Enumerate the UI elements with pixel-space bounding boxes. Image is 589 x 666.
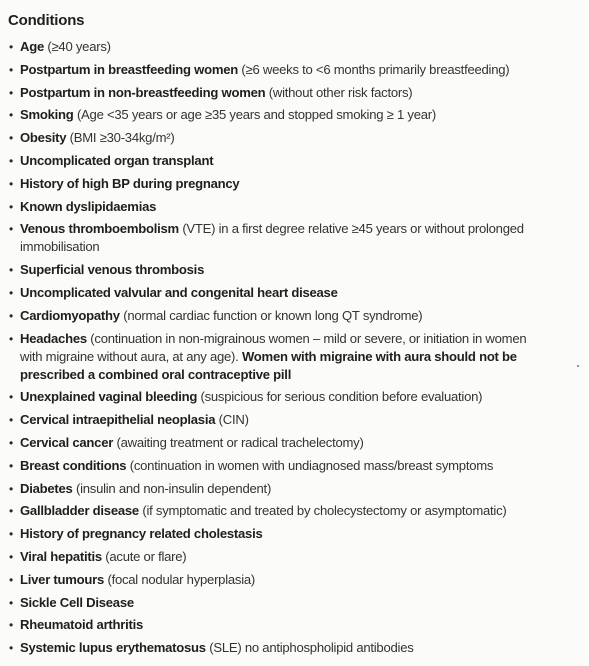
list-item: [0, 261, 589, 279]
bullet-icon: •: [9, 527, 13, 542]
condition-detail: (without other risk factors): [268, 84, 413, 100]
scan-speck: [577, 365, 579, 367]
condition-term: Liver tumours: [20, 571, 105, 587]
conditions-list: [0, 38, 589, 662]
condition-detail: (≥40 years): [47, 39, 111, 54]
bullet-icon: •: [9, 641, 13, 656]
list-item: [0, 525, 589, 543]
condition-detail: (normal cardiac function or known long QT syndrome): [123, 307, 423, 323]
list-item: [0, 106, 589, 124]
bullet-icon: •: [9, 108, 13, 123]
condition-term: Smoking: [20, 107, 74, 123]
bullet-icon: •: [9, 222, 13, 237]
condition-detail: (continuation in women with undiagnosed mass/breast symptoms: [129, 457, 494, 473]
list-item: [0, 220, 589, 256]
bullet-icon: •: [9, 285, 13, 300]
bullet-icon: •: [9, 153, 13, 168]
list-item: [0, 61, 589, 79]
condition-detail: (focal nodular hyperplasia): [107, 571, 256, 587]
bullet-icon: •: [9, 131, 13, 146]
condition-detail: (if symptomatic and treated by cholecystectomy or asymptomatic): [142, 503, 507, 519]
list-item: [0, 152, 589, 170]
list-item: [0, 502, 589, 520]
list-item: [0, 307, 589, 325]
list-item: [0, 330, 589, 384]
condition-detail: (continuation in non-migrainous women – mild or severe, or initiation in women with migraine without aura, at any age).: [20, 330, 527, 364]
list-item: [0, 639, 589, 657]
condition-term: Postpartum in non-breastfeeding women: [20, 84, 266, 100]
condition-term: History of high BP during pregnancy: [20, 175, 240, 191]
bullet-icon: •: [9, 481, 13, 496]
condition-term: Cervical intraepithelial neoplasia: [20, 412, 216, 428]
list-item: [0, 594, 589, 612]
condition-term: Uncomplicated organ transplant: [20, 152, 214, 168]
condition-term: Superficial venous thrombosis: [20, 262, 205, 278]
condition-term: Diabetes: [20, 480, 73, 496]
condition-detail: (VTE) in a first degree relative ≥45 years or without prolonged immobilisation: [20, 221, 524, 255]
list-item: [0, 434, 589, 452]
condition-detail: (Age <35 years or age ≥35 years and stopped smoking ≥ 1 year): [76, 107, 436, 123]
list-item: [0, 616, 589, 634]
list-item: [0, 38, 589, 56]
condition-term: Sickle Cell Disease: [20, 594, 134, 610]
condition-term: Viral hepatitis: [20, 548, 102, 564]
bullet-icon: •: [9, 572, 13, 587]
condition-detail: (suspicious for serious condition before evaluation): [200, 389, 483, 405]
bullet-icon: •: [9, 62, 13, 77]
list-item: [0, 571, 589, 589]
list-item: [0, 198, 589, 216]
condition-term: Cardiomyopathy: [20, 307, 120, 323]
condition-term: Cervical cancer: [20, 434, 114, 450]
bullet-icon: •: [9, 458, 13, 473]
condition-term: Systemic lupus erythematosus: [20, 640, 206, 656]
condition-term: History of pregnancy related cholestasis: [20, 526, 263, 542]
condition-term: Postpartum in breastfeeding women: [20, 61, 239, 77]
condition-term: Uncomplicated valvular and congenital heart disease: [20, 284, 338, 300]
condition-detail: (≥6 weeks to <6 months primarily breastfeeding): [241, 61, 510, 77]
list-item: [0, 175, 589, 193]
condition-term: Obesity: [20, 130, 67, 146]
condition-term: Age: [20, 39, 44, 54]
section-heading: Conditions: [8, 12, 85, 29]
condition-detail: (SLE) no antiphospholipid antibodies: [209, 640, 414, 656]
bullet-icon: •: [9, 331, 13, 346]
condition-detail: (BMI ≥30-34kg/m²): [69, 130, 175, 146]
condition-detail: (CIN): [218, 412, 249, 428]
bullet-icon: •: [9, 40, 13, 54]
bullet-icon: •: [9, 618, 13, 633]
condition-term: Gallbladder disease: [20, 503, 139, 519]
bullet-icon: •: [9, 413, 13, 428]
condition-detail: (awaiting treatment or radical trachelectomy): [116, 434, 364, 450]
condition-term: Unexplained vaginal bleeding: [20, 389, 198, 405]
list-item: [0, 457, 589, 475]
bullet-icon: •: [9, 199, 13, 214]
list-item: [0, 388, 589, 406]
bullet-icon: •: [9, 435, 13, 450]
list-item: [0, 480, 589, 498]
condition-warning-note: Women with migraine with aura should not be prescribed a combined oral contraceptive pill: [20, 348, 517, 382]
condition-term: Venous thromboembolism: [20, 221, 179, 237]
condition-term: Known dyslipidaemias: [20, 198, 157, 214]
condition-detail: (insulin and non-insulin dependent): [75, 480, 272, 496]
list-item: [0, 129, 589, 147]
condition-term: Breast conditions: [20, 457, 127, 473]
bullet-icon: •: [9, 549, 13, 564]
condition-detail: (acute or flare): [105, 548, 187, 564]
bullet-icon: •: [9, 308, 13, 323]
list-item: [0, 411, 589, 429]
list-item: [0, 84, 589, 102]
list-item: [0, 284, 589, 302]
condition-term: Headaches: [20, 330, 87, 346]
bullet-icon: •: [9, 176, 13, 191]
bullet-icon: •: [9, 263, 13, 278]
list-item: [0, 548, 589, 566]
condition-term: Rheumatoid arthritis: [20, 617, 144, 633]
bullet-icon: •: [9, 504, 13, 519]
bullet-icon: •: [9, 85, 13, 100]
bullet-icon: •: [9, 390, 13, 405]
bullet-icon: •: [9, 595, 13, 610]
